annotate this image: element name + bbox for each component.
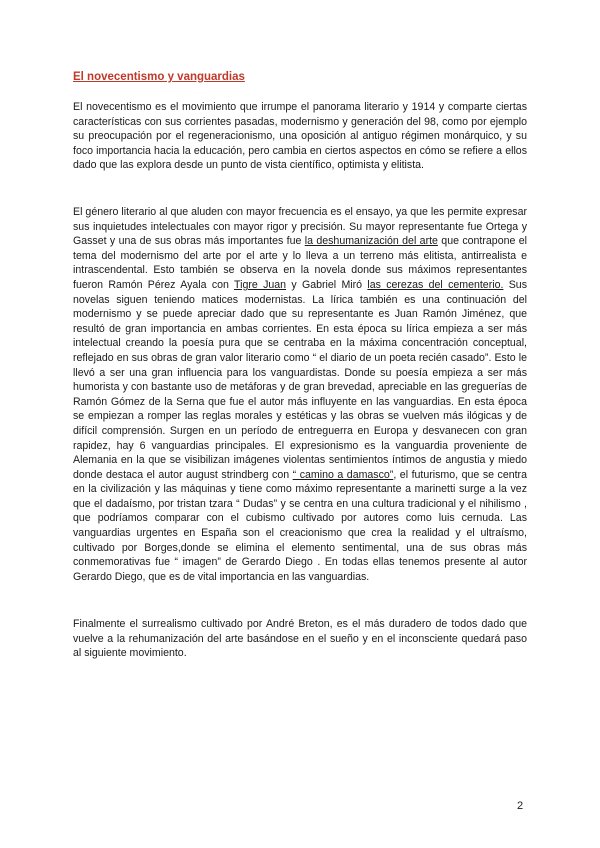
paragraph-novecentismo: El novecentismo es el movimiento que irrumpe el panorama literario y 1914 y comparte ciertas características con sus corrientes pasadas, modernismo y generación del 98, como por ejemplo su preocupación por el regeneracionismo, una oposición al antiguo régimen monárquico, y su foco importancia hacia la educación, pero cambia en ciertos aspectos en cómo se refiere a ellos dado que las explora desde un punto de vista científico, optimista y elitista. (73, 101, 527, 172)
paragraph-text: El género literario al que aluden con mayor frecuencia es el ensayo, ya que les permite expresar sus inquietudes intelectuales con mayor rigor y precisión. Su mayor representante fue Ortega y Gasset y una de sus obras más importantes fue (73, 206, 527, 248)
paragraph-text: , el futurismo, que se centra en la civilización y las máquinas y tiene como máximo representante a marinetti surge a la vez que el dadaísmo, por tristan tzara “ Dudas” y se centra en una cultura tradicional y el nihilismo , que podríamos comparar con el cubismo cultivado por autores como luis cernuda. Las vanguardias urgentes en España son el creacionismo que crea la realidad y el ultraísmo, cultivado por Borges,donde se elimina el elemento sentimental, una de sus obras más conmemorativas fue “ imagen” de Gerardo Diego . En todas ellas tenemos presente al autor Gerardo Diego, que es de vital importancia en las vanguardias. (73, 468, 527, 583)
work-title-tigre-juan: Tigre Juan (234, 278, 287, 291)
work-title-deshumanizacion: la deshumanización del arte (304, 235, 438, 248)
work-title-cerezas: las cerezas del cementerio. (367, 278, 504, 291)
paragraph-surrealismo: Finalmente el surrealismo cultivado por André Breton, es el más duradero de todos dado que vuelve a la rehumanización del arte basándose en el sueño y en el inconsciente quedará paso al siguiente movimiento. (73, 618, 527, 660)
paragraph-text: Sus novelas siguen teniendo matices modernistas. La lírica también es una continuación del modernismo y se puede apreciar dado que su representante es Juan Ramón Jiménez, que resultó de gran importancia en ambas corrientes. En esta época su lírica empieza a ser más intelectual creando la poesía pura que se centraba en la máxima concentración conceptual, reflejado en sus obras de gran valor literario como “ el diario de un poeta recién casado”. Esto le llevó a ser una gran influencia para los vanguardistas. Donde su poesía empieza a ser más humorista y con bastante uso de metáforas y de gran brevedad, apreciable en las greguerías de Ramón Gómez de la Serna que fue el autor más influyente en las vanguardias. En esta época se empiezan a romper las reglas morales y estéticas y las obras se vuelven más ilógicas y de difícil comprensión. Surgen en un período de entreguerra en Europa y desvanecen con gran rapidez, hay 6 vanguardias principales. El expresionismo es la vanguardia proveniente de Alemania en la que se visibilizan imágenes violentas sentimientos íntimos de angustia y miedo donde destaca el autor august strindberg con (73, 278, 527, 481)
document-title: El novecentismo y vanguardias (73, 71, 245, 83)
work-title-camino-damasco: “ camino a damasco” (292, 468, 394, 481)
paragraph-text: y Gabriel Miró (286, 278, 368, 291)
page-number: 2 (517, 800, 524, 812)
paragraph-text: que contrapone el tema del modernismo del arte por el arte y lo lleva a un terreno más elitista, antirrealista e intrascendental. Esto también se observa en la novela donde sus máximos representantes fueron Ramón Pérez Ayala con (73, 235, 527, 291)
paragraph-genres (73, 205, 527, 584)
